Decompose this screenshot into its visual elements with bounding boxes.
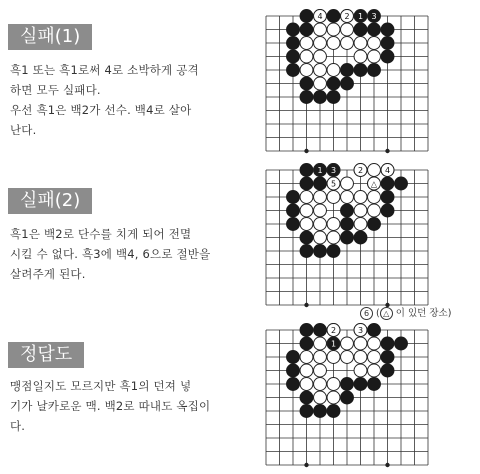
black-stone xyxy=(287,50,300,63)
star-point xyxy=(385,463,389,467)
black-stone xyxy=(300,245,313,258)
white-stone xyxy=(314,364,327,377)
black-stone xyxy=(300,10,313,23)
move-label: 1 xyxy=(357,12,364,21)
white-stone xyxy=(314,191,327,204)
board-note: 6 ( △ 이 있던 장소) xyxy=(360,305,478,320)
move-label: 3 xyxy=(371,12,377,21)
white-stone xyxy=(368,204,381,217)
section-correct-answer xyxy=(0,320,260,474)
black-stone xyxy=(300,23,313,36)
white-stone xyxy=(368,364,381,377)
white-stone xyxy=(368,37,381,50)
white-stone xyxy=(341,177,354,190)
black-stone xyxy=(300,405,313,418)
black-stone xyxy=(327,10,340,23)
white-stone xyxy=(327,391,340,404)
black-stone xyxy=(300,77,313,90)
section-text: 맹점일지도 모르지만 흑1의 던져 넣 기가 날카로운 맥. 백2로 따내도 옥집이 다. xyxy=(10,379,211,433)
black-stone xyxy=(381,364,394,377)
white-stone xyxy=(300,378,313,391)
white-stone xyxy=(314,77,327,90)
white-stone xyxy=(300,204,313,217)
white-stone xyxy=(327,191,340,204)
black-stone xyxy=(341,391,354,404)
black-stone xyxy=(314,324,327,337)
black-stone xyxy=(354,64,367,77)
black-stone xyxy=(354,23,367,36)
go-board-2 xyxy=(260,158,472,308)
black-stone xyxy=(341,77,354,90)
white-stone xyxy=(300,351,313,364)
move-label: 3 xyxy=(330,166,337,175)
black-stone xyxy=(300,324,313,337)
black-stone xyxy=(341,231,354,244)
black-stone xyxy=(341,378,354,391)
black-stone xyxy=(300,391,313,404)
black-stone xyxy=(381,23,394,36)
black-stone xyxy=(381,50,394,63)
black-stone xyxy=(368,378,381,391)
white-stone xyxy=(368,351,381,364)
white-stone xyxy=(327,218,340,231)
white-stone xyxy=(300,191,313,204)
black-stone xyxy=(314,245,327,258)
white-stone xyxy=(354,204,367,217)
white-stone xyxy=(368,191,381,204)
black-stone xyxy=(381,204,394,217)
black-stone xyxy=(368,23,381,36)
white-stone xyxy=(368,164,381,177)
section-title: 실패(2) xyxy=(8,188,92,214)
white-stone xyxy=(341,23,354,36)
move-label: 4 xyxy=(384,166,391,175)
black-stone xyxy=(327,405,340,418)
white-stone xyxy=(314,37,327,50)
white-stone xyxy=(300,218,313,231)
black-stone xyxy=(381,37,394,50)
black-stone xyxy=(381,191,394,204)
go-board-1 xyxy=(260,4,472,154)
white-stone xyxy=(327,351,340,364)
white-stone xyxy=(314,218,327,231)
black-stone xyxy=(327,91,340,104)
go-board-3 xyxy=(260,318,472,468)
star-point xyxy=(304,463,308,467)
white-stone xyxy=(368,337,381,350)
move-label: 2 xyxy=(357,166,364,175)
white-stone xyxy=(314,50,327,63)
white-stone xyxy=(327,37,340,50)
section-text: 흑1은 백2로 단수를 치게 되어 전멸 시킬 수 없다. 흑3에 백4, 6으로 절반을 살려주게 된다. xyxy=(10,227,211,281)
black-stone xyxy=(287,64,300,77)
black-stone xyxy=(287,191,300,204)
white-stone xyxy=(327,64,340,77)
black-stone xyxy=(327,77,340,90)
white-stone xyxy=(327,231,340,244)
move-label: 5 xyxy=(330,179,337,189)
white-stone xyxy=(354,364,367,377)
black-stone xyxy=(368,64,381,77)
move-label: 2 xyxy=(330,326,337,335)
star-point xyxy=(385,149,389,153)
white-stone xyxy=(327,23,340,36)
section-title: 정답도 xyxy=(8,342,84,368)
white-stone xyxy=(327,378,340,391)
white-stone xyxy=(314,231,327,244)
white-stone xyxy=(300,50,313,63)
black-stone xyxy=(381,351,394,364)
section-failure-2 xyxy=(0,160,260,320)
black-stone xyxy=(287,351,300,364)
white-stone xyxy=(341,191,354,204)
white-stone xyxy=(314,337,327,350)
note-text: 이 있던 장소) xyxy=(395,308,452,319)
section-failure-1 xyxy=(0,0,260,160)
move-label: 4 xyxy=(317,12,323,21)
black-stone xyxy=(395,177,408,190)
white-stone xyxy=(314,204,327,217)
black-stone xyxy=(300,91,313,104)
white-stone xyxy=(314,351,327,364)
move-label: 3 xyxy=(357,326,364,335)
black-stone xyxy=(287,378,300,391)
move-label: 1 xyxy=(330,339,337,349)
black-stone xyxy=(287,218,300,231)
black-stone xyxy=(354,231,367,244)
white-stone xyxy=(300,37,313,50)
white-stone xyxy=(354,351,367,364)
black-stone xyxy=(327,245,340,258)
black-stone xyxy=(300,337,313,350)
white-stone xyxy=(354,37,367,50)
white-stone xyxy=(314,391,327,404)
white-stone xyxy=(314,64,327,77)
black-stone xyxy=(341,64,354,77)
white-stone xyxy=(354,50,367,63)
black-stone xyxy=(368,324,381,337)
black-stone xyxy=(300,164,313,177)
section-text: 흑1 또는 흑1로써 4로 소박하게 공격 하면 모두 실패다. 우선 흑1은 백2가 선수. 백4로 살아 난다. xyxy=(10,63,199,137)
black-stone xyxy=(381,177,394,190)
black-stone xyxy=(287,23,300,36)
white-stone xyxy=(341,351,354,364)
black-stone xyxy=(300,231,313,244)
black-stone xyxy=(395,337,408,350)
black-stone xyxy=(368,218,381,231)
black-stone xyxy=(341,218,354,231)
black-stone xyxy=(354,378,367,391)
move-label: 1 xyxy=(317,166,323,175)
move-label: △ xyxy=(370,179,378,189)
triangle-marker-icon: △ xyxy=(380,307,393,320)
white-stone xyxy=(354,337,367,350)
white-stone xyxy=(368,50,381,63)
white-stone xyxy=(354,191,367,204)
white-stone xyxy=(314,23,327,36)
black-stone xyxy=(314,405,327,418)
section-title: 실패(1) xyxy=(8,24,92,50)
move-number: 6 xyxy=(360,307,373,320)
black-stone xyxy=(341,204,354,217)
white-stone xyxy=(354,218,367,231)
white-stone xyxy=(300,364,313,377)
black-stone xyxy=(314,177,327,190)
black-stone xyxy=(314,91,327,104)
white-stone xyxy=(341,337,354,350)
black-stone xyxy=(287,37,300,50)
white-stone xyxy=(300,64,313,77)
black-stone xyxy=(287,364,300,377)
star-point xyxy=(304,149,308,153)
black-stone xyxy=(300,177,313,190)
white-stone xyxy=(341,37,354,50)
move-label: 2 xyxy=(344,12,350,21)
black-stone xyxy=(287,204,300,217)
white-stone xyxy=(314,378,327,391)
star-point xyxy=(304,303,308,307)
black-stone xyxy=(381,337,394,350)
